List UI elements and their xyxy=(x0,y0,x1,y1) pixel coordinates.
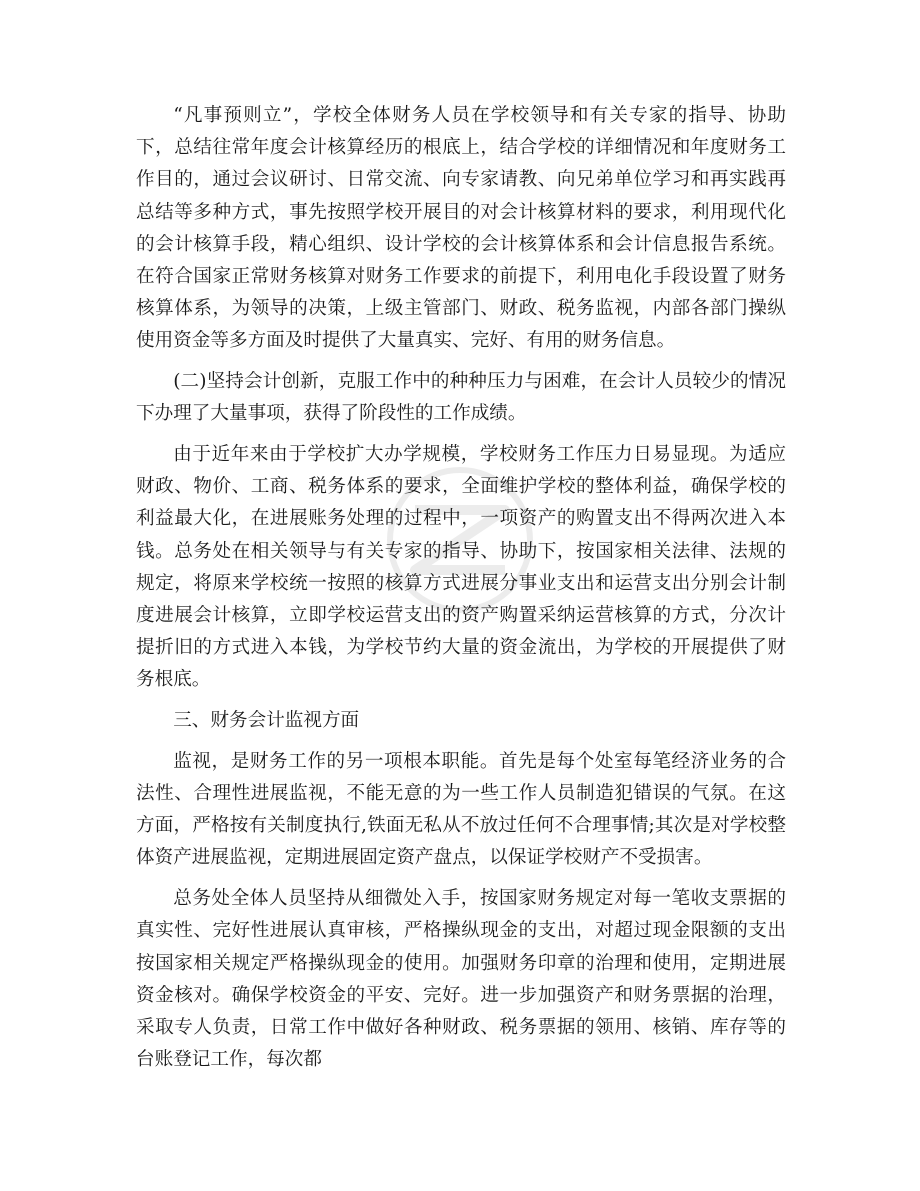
paragraph-general-affairs: 总务处全体人员坚持从细微处入手，按国家财务规定对每一笔收支票据的真实性、完好性进展认真审核，严格操纵现金的支出，对超过现金限额的支出按国家相关规定严格操纵现金的使用。加强财务印章的治理和使用，定期进展资金核对。确保学校资金的平安、完好。进一步加强资产和财务票据的治理，采取专人负责，日常工作中做好各种财政、税务票据的领用、核销、库存等的台账登记工作，每次都 xyxy=(136,888,786,1071)
paragraph-innovation: (二)坚持会计创新，克服工作中的种种压力与困难，在会计人员较少的情况下办理了大量事项，获得了阶段性的工作成绩。 xyxy=(136,371,786,425)
paragraph-accounting-change: 由于近年来由于学校扩大办学规模，学校财务工作压力日易显现。为适应财政、物价、工商、税务体系的要求，全面维护学校的整体利益，确保学校的利益最大化，在进展账务处理的过程中，一项资产的购置支出不得两次进入本钱。总务处在相关领导与有关专家的指导、协助下，按国家相关法律、法规的规定，将原来学校统一按照的核算方式进展分事业支出和运营支出分别会计制度进展会计核算，立即学校运营支出的资产购置采纳运营核算的方式，分次计提折旧的方式进入本钱，为学校节约大量的资金流出，为学校的开展提供了财务根底。 xyxy=(136,444,786,691)
paragraph-preparation: “凡事预则立”，学校全体财务人员在学校领导和有关专家的指导、协助下，总结往常年度会计核算经历的根底上，结合学校的详细情况和年度财务工作目的，通过会议研讨、日常交流、向专家请教、向兄弟单位学习和再实践再总结等多种方式，事先按照学校开展目的对会计核算材料的要求，利用现代化的会计核算手段，精心组织、设计学校的会计核算体系和会计信息报告系统。在符合国家正常财务核算对财务工作要求的前提下，利用电化手段设置了财务核算体系，为领导的决策，上级主管部门、财政、税务监视，内部各部门操纵使用资金等多方面及时提供了大量真实、完好、有用的财务信息。 xyxy=(136,105,786,352)
paragraph-supervision: 监视，是财务工作的另一项根本职能。首先是每个处室每笔经济业务的合法性、合理性进展监视，不能无意的为一些工作人员制造犯错误的气氛。在这方面，严格按有关制度执行,铁面无私从不放过任何不合理事情;其次是对学校整体资产进展监视，定期进展固定资产盘点，以保证学校财产不受损害。 xyxy=(136,750,786,869)
document-body xyxy=(136,100,786,1085)
section-heading-supervision: 三、财务会计监视方面 xyxy=(173,710,360,732)
